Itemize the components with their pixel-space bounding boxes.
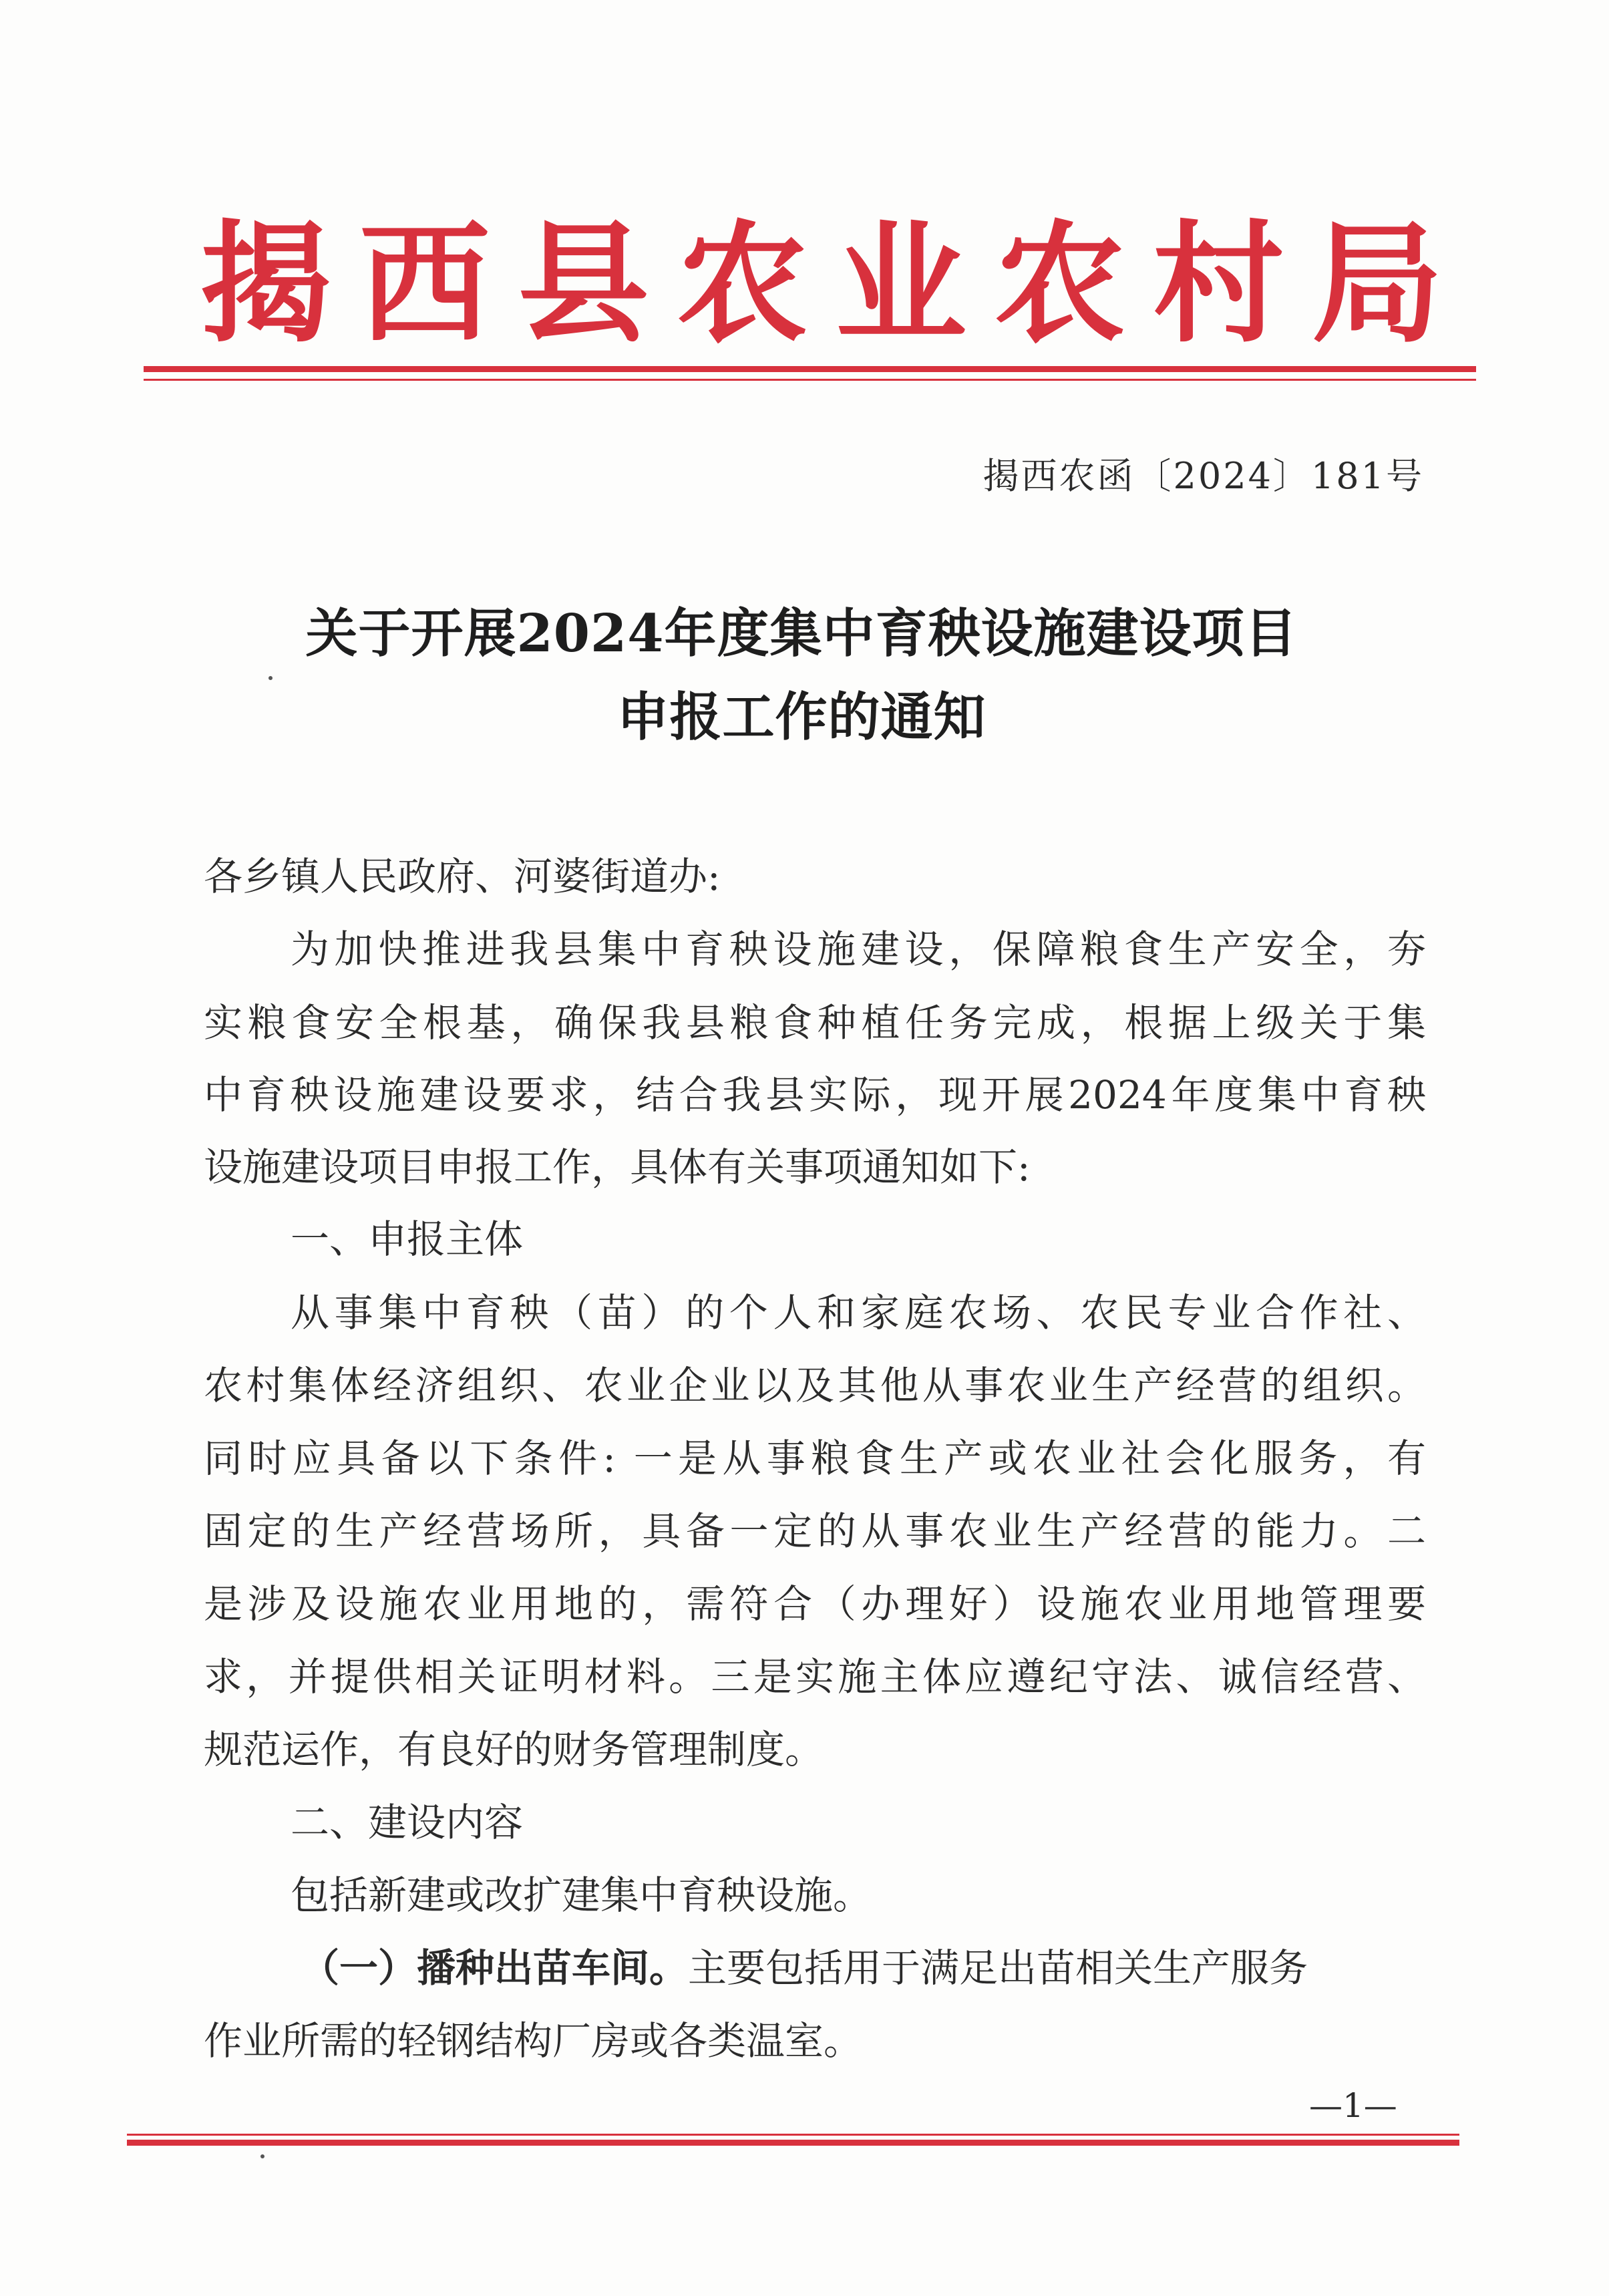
intro-line: 实粮食安全根基，确保我县粮食种植任务完成，根据上级关于集	[204, 1000, 1426, 1045]
header-red-rule-thin	[144, 379, 1476, 381]
intro-line: 设施建设项目申报工作，具体有关事项通知如下:	[204, 1144, 1031, 1190]
intro-line: 中育秧设施建设要求，结合我县实际，现开展2024年度集中育秧	[204, 1072, 1426, 1118]
intro-line: 为加快推进我县集中育秧设施建设，保障粮食生产安全，夯	[291, 927, 1426, 972]
item1-label: （一）播种出苗车间。	[301, 1945, 689, 1991]
section1-heading: 一、申报主体	[291, 1216, 524, 1262]
letterhead-char: 业	[835, 207, 966, 361]
item1-line	[301, 1945, 1436, 1991]
letterhead-char: 局	[1311, 207, 1443, 361]
section1-line: 求，并提供相关证明材料。三是实施主体应遵纪守法、诚信经营、	[204, 1654, 1426, 1699]
letterhead-char: 村	[1153, 207, 1284, 361]
document-title-line1: 关于开展2024年度集中育秧设施建设项目	[305, 603, 1298, 664]
letterhead-char: 西	[359, 207, 490, 361]
section1-line: 规范运作，有良好的财务管理制度。	[204, 1727, 824, 1772]
letterhead-char: 揭	[200, 207, 332, 361]
footer-red-rule-thin	[127, 2134, 1459, 2136]
page-number: —1—	[1309, 2086, 1397, 2125]
item1-text: 主要包括用于满足出苗相关生产服务	[688, 1945, 1308, 1991]
section1-line: 从事集中育秧（苗）的个人和家庭农场、农民专业合作社、	[291, 1290, 1426, 1335]
letterhead-char: 农	[994, 207, 1125, 361]
section1-line: 是涉及设施农业用地的，需符合（办理好）设施农业用地管理要	[204, 1581, 1426, 1627]
scan-speck	[260, 2154, 264, 2158]
document-number: 揭西农函〔2024〕181号	[982, 455, 1424, 497]
item1-continuation: 作业所需的轻钢结构厂房或各类温室。	[204, 2018, 863, 2064]
section2-intro: 包括新建或改扩建集中育秧设施。	[291, 1872, 872, 1918]
footer-red-rule-thick	[127, 2140, 1459, 2146]
letterhead-char: 县	[518, 207, 649, 361]
salutation: 各乡镇人民政府、河婆街道办:	[204, 854, 721, 899]
section2-heading: 二、建设内容	[291, 1800, 524, 1845]
section1-line: 同时应具备以下条件: 一是从事粮食生产或农业社会化服务，有	[204, 1436, 1426, 1481]
header-red-rule-thick	[144, 366, 1476, 372]
document-title-line2: 申报工作的通知	[616, 687, 987, 748]
section1-line: 农村集体经济组织、农业企业以及其他从事农业生产经营的组织。	[204, 1363, 1426, 1408]
letterhead-char: 农	[677, 207, 808, 361]
letterhead-title	[200, 200, 1443, 367]
scan-speck	[269, 676, 273, 680]
section1-line: 固定的生产经营场所，具备一定的从事农业生产经营的能力。二	[204, 1508, 1426, 1554]
